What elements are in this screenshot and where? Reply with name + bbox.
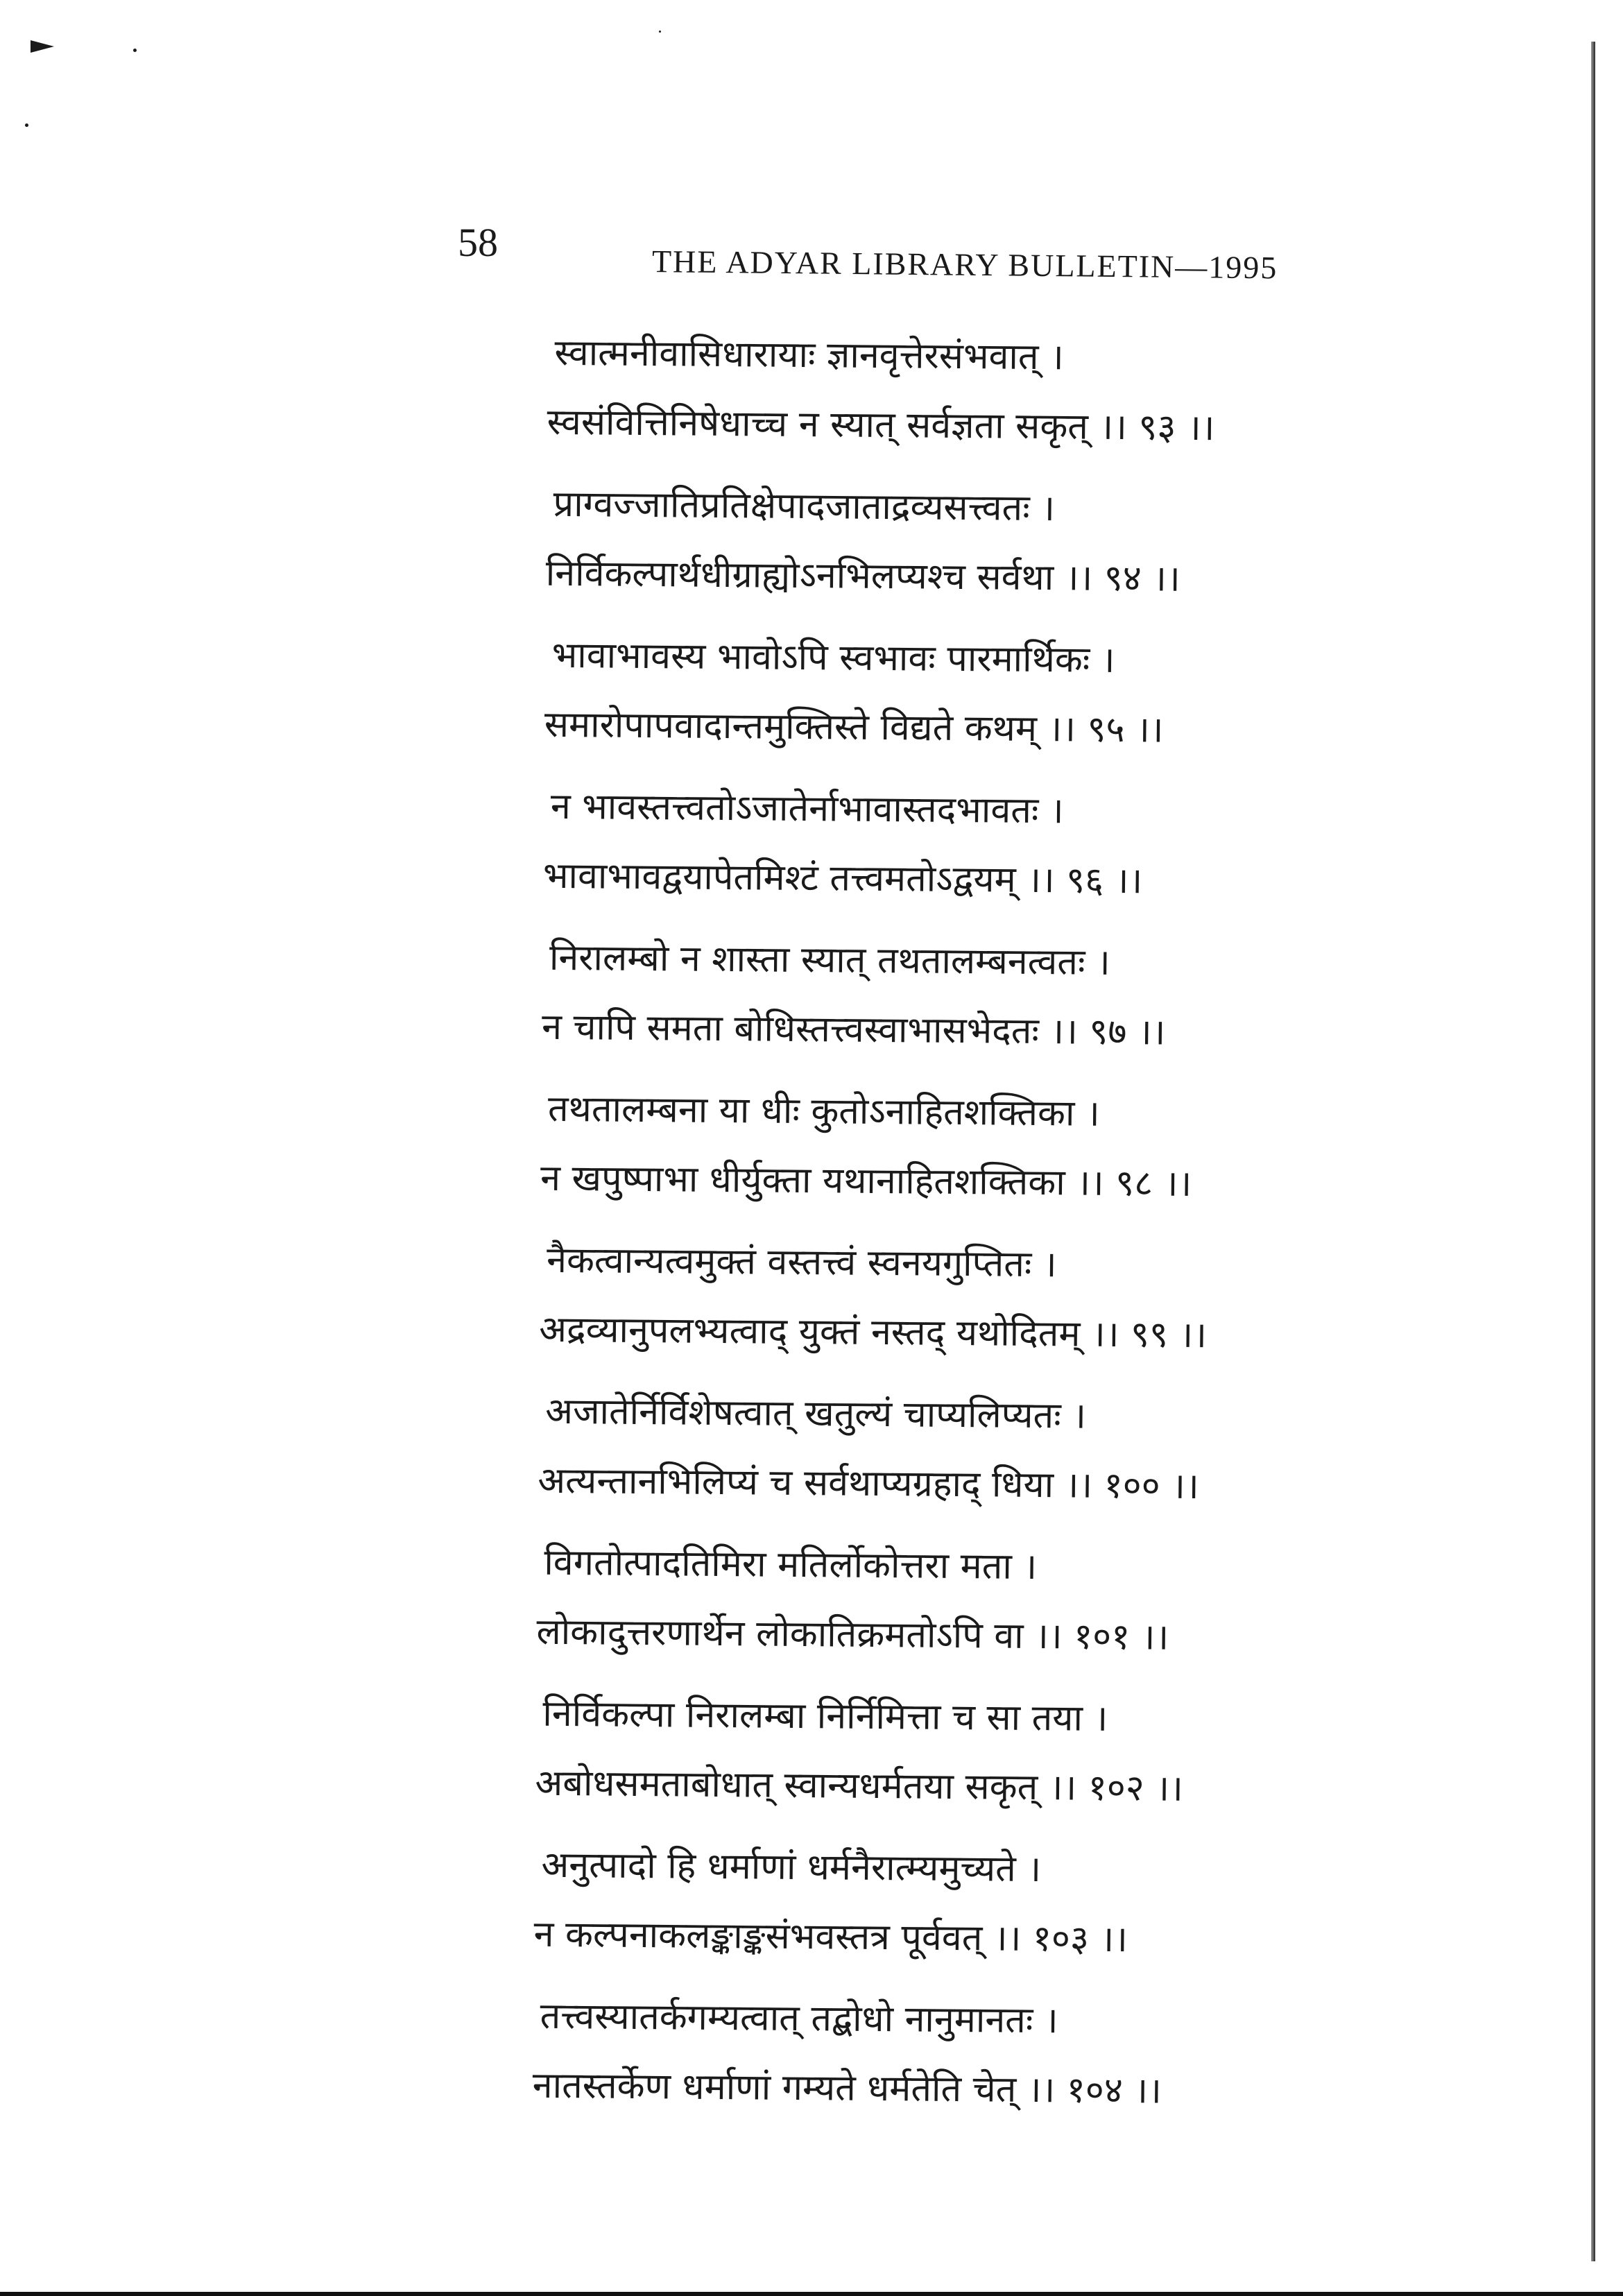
verse-98: [478, 1075, 1423, 1235]
verse-block: [470, 319, 1429, 2142]
verse-line: समारोपापवादान्तमुक्तिस्ते विद्यते कथम् ।। ९५ ।।: [544, 703, 1164, 751]
verse-93: [484, 319, 1429, 479]
running-head: THE ADYAR LIBRARY BULLETIN—1995: [651, 243, 1278, 286]
page-bottom-edge: [0, 2292, 1623, 2296]
page-number: 58: [458, 220, 498, 265]
verse-line: तत्त्वस्यातर्कगम्यत्वात् तद्बोधो नानुमानतः ।: [540, 1995, 1058, 2042]
verse-line: अद्रव्यानुपलभ्यत्वाद् युक्तं नस्तद् यथोदितम् ।। ९९ ।।: [539, 1308, 1208, 1357]
verse-line: निर्विकल्पार्थधीग्राह्योऽनभिलप्यश्च सर्वथा ।। ९४ ।।: [545, 552, 1180, 600]
verse-line: न खपुष्पाभा धीर्युक्ता यथानाहितशक्तिका ।। ९८ ।।: [540, 1157, 1192, 1205]
verse-line: अत्यन्तानभिलिप्यं च सर्वथाप्यग्रहाद् धिया ।। १०० ।।: [538, 1459, 1199, 1508]
verse-line: नातस्तर्केण धर्माणां गम्यते धर्मतेति चेत् ।। १०४ ।।: [532, 2064, 1162, 2112]
verse-100: [475, 1378, 1420, 1537]
page-header: [458, 215, 1387, 298]
verse-line: निरालम्बो न शास्ता स्यात् तथतालम्बनत्वतः ।: [549, 936, 1110, 984]
scan-speck: [659, 31, 661, 33]
verse-96: [480, 773, 1425, 932]
verse-line: भावाभावद्वयापेतमिश्टं तत्त्वमतोऽद्वयम् ।। ९६ ।।: [542, 855, 1143, 902]
verse-94: [483, 470, 1427, 630]
verse-line: स्वसंवित्तिनिषेधाच्च न स्यात् सर्वज्ञता सकृत् ।। ९३ ।।: [547, 401, 1215, 449]
verse-104: [470, 1982, 1414, 2142]
verse-line: न कल्पनाकलङ्काङ्कसंभवस्तत्र पूर्ववत् ।। १०३ ।।: [533, 1913, 1128, 1961]
verse-line: नैकत्वान्यत्वमुक्तं वस्तत्त्वं स्वनयगुप्तितः ।: [546, 1239, 1057, 1286]
verse-102: [472, 1680, 1417, 1840]
verse-line: स्वात्मनीवासिधारायाः ज्ञानवृत्तेरसंभवात् ।: [554, 332, 1065, 379]
verse-95: [481, 622, 1426, 781]
verse-line: अबोधसमताबोधात् स्वान्यधर्मतया सकृत् ।। १०२ ।।: [535, 1762, 1184, 1810]
verse-line: अजातेर्निर्विशेषत्वात् खतुल्यं चाप्यलिप्यतः ।: [544, 1390, 1087, 1437]
scan-mark-arrow: [31, 40, 54, 53]
scan-speck: [25, 123, 28, 127]
verse-line: विगतोत्पादतिमिरा मतिर्लोकोत्तरा मता ।: [544, 1541, 1038, 1588]
verse-line: लोकादुत्तरणार्थेन लोकातिक्रमतोऽपि वा ।। १०१ ।।: [536, 1611, 1169, 1659]
verse-99: [476, 1226, 1421, 1386]
page-edge-shadow: [1591, 42, 1595, 2261]
verse-line: अनुत्पादो हि धर्माणां धर्मनैरात्म्यमुच्यते ।: [541, 1844, 1042, 1891]
verse-line: न चापि समता बोधिस्तत्त्वस्वाभासभेदतः ।। ९७ ।।: [541, 1006, 1166, 1054]
verse-line: तथतालम्बना या धीः कुतोऽनाहितशक्तिका ।: [547, 1088, 1100, 1135]
verse-101: [474, 1529, 1418, 1688]
verse-103: [471, 1831, 1416, 1991]
verse-97: [479, 924, 1423, 1083]
verse-line: प्राग्वज्जातिप्रतिक्षेपादजाताद्रव्यसत्त्वतः ।: [553, 483, 1056, 530]
verse-line: न भावस्तत्त्वतोऽजातेर्नाभावास्तदभावतः ।: [550, 785, 1064, 832]
scan-speck: [133, 49, 137, 52]
verse-line: निर्विकल्पा निरालम्बा निर्निमित्ता च सा तया ।: [542, 1693, 1108, 1740]
verse-line: भावाभावस्य भावोऽपि स्वभावः पारमार्थिकः ।: [551, 634, 1115, 681]
